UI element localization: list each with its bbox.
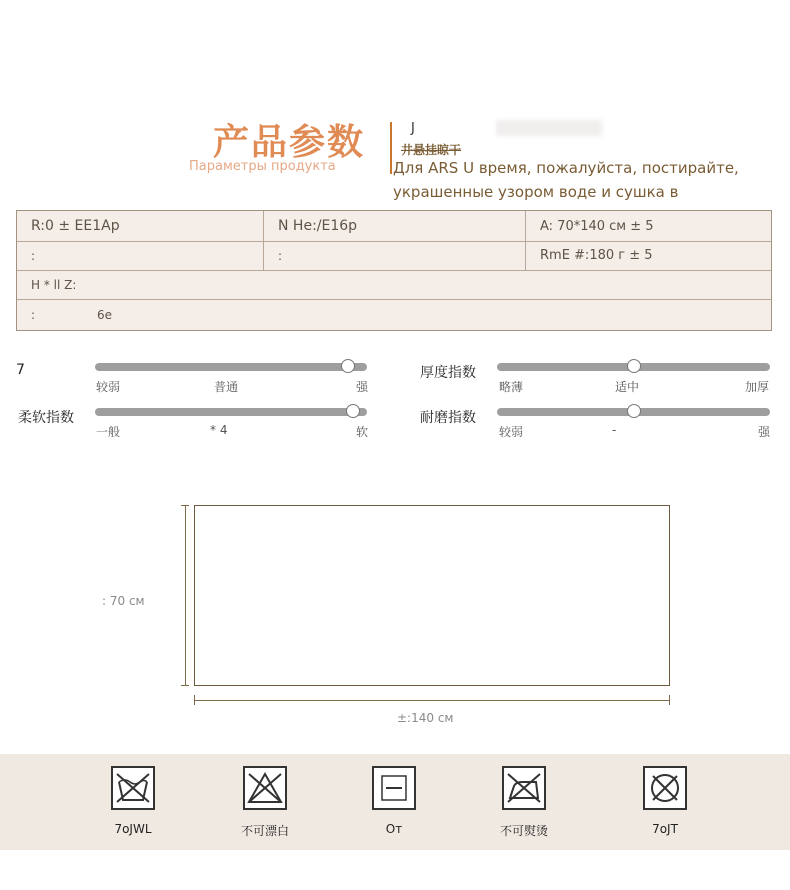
param-cell: H * ll Z:	[31, 277, 77, 292]
table-row	[17, 241, 771, 271]
slider-tick: 软	[356, 425, 369, 439]
blurred-region	[496, 120, 602, 136]
slider-tick: 一般	[96, 425, 121, 439]
care-label: От	[385, 822, 403, 836]
table-row	[17, 270, 771, 300]
param-cell: N He:/E16p	[263, 211, 525, 241]
width-label: ±:140 см	[397, 711, 454, 725]
slider-label: 7	[16, 362, 25, 378]
no-bleach-icon	[243, 766, 287, 810]
param-cell: A: 70*140 см ± 5	[525, 211, 771, 241]
slider-tick: 强	[356, 380, 369, 394]
care-item	[479, 766, 569, 839]
slider-thumb[interactable]	[341, 359, 355, 373]
care-item	[88, 766, 178, 836]
product-params-table	[16, 210, 772, 331]
height-label: : 70 см	[102, 594, 145, 608]
slider-track	[95, 363, 367, 371]
header-divider	[390, 122, 392, 174]
hand-wash-icon	[111, 766, 155, 810]
param-cell: :	[31, 248, 36, 263]
page-subtitle: Параметры продукта	[189, 159, 336, 174]
slider-label: 耐磨指数	[420, 410, 476, 426]
care-label: 不可漂白	[240, 824, 289, 838]
slider-tick: 强	[758, 425, 771, 439]
param-cell: R:0 ± EE1Ap	[31, 218, 120, 234]
table-row	[17, 211, 771, 242]
care-label: 7oJWL	[114, 822, 152, 836]
no-iron-icon	[502, 766, 546, 810]
height-dimension-line	[185, 505, 186, 686]
param-cell: RmE #:180 г ± 5	[525, 241, 771, 270]
slider-tick: * 4	[210, 423, 228, 437]
care-label: 7oJT	[652, 822, 678, 836]
dimension-cap	[181, 685, 189, 686]
slider-tick: -	[612, 423, 617, 437]
no-dry-clean-icon	[643, 766, 687, 810]
slider-thumb[interactable]	[627, 359, 641, 373]
slider-track	[95, 408, 367, 416]
slider-tick: 加厚	[745, 380, 770, 394]
page-title: 产品参数	[213, 122, 366, 163]
param-cell: :	[31, 307, 36, 322]
care-item	[620, 766, 710, 836]
slider-label: 厚度指数	[420, 365, 476, 381]
dimension-cap	[181, 505, 189, 506]
slider-tick: 较弱	[499, 425, 524, 439]
dimension-cap	[669, 695, 670, 705]
slider-tick: 普通	[214, 380, 239, 394]
slider-tick: 适中	[615, 380, 640, 394]
slider-thumb[interactable]	[627, 404, 641, 418]
product-size-diagram	[194, 505, 670, 686]
care-item	[349, 766, 439, 836]
care-label: 不可熨烫	[499, 824, 548, 838]
note-marker: J	[411, 121, 415, 136]
care-instructions	[0, 754, 790, 850]
param-cell: :	[263, 241, 525, 270]
width-dimension-line	[194, 700, 670, 701]
slider-label: 柔软指数	[18, 410, 74, 426]
care-note: Для ARS U время, пожалуйста, постирайте, украшенные узором воде и сушка в	[393, 159, 739, 201]
slider-tick: 略薄	[499, 380, 524, 394]
table-row	[17, 299, 771, 330]
dimension-cap	[194, 695, 195, 705]
care-item	[220, 766, 310, 839]
slider-tick: 较弱	[96, 380, 121, 394]
tumble-dry-icon	[372, 766, 416, 810]
note-strike: 井悬挂晾干	[401, 143, 462, 157]
param-value: 6e	[97, 307, 113, 322]
